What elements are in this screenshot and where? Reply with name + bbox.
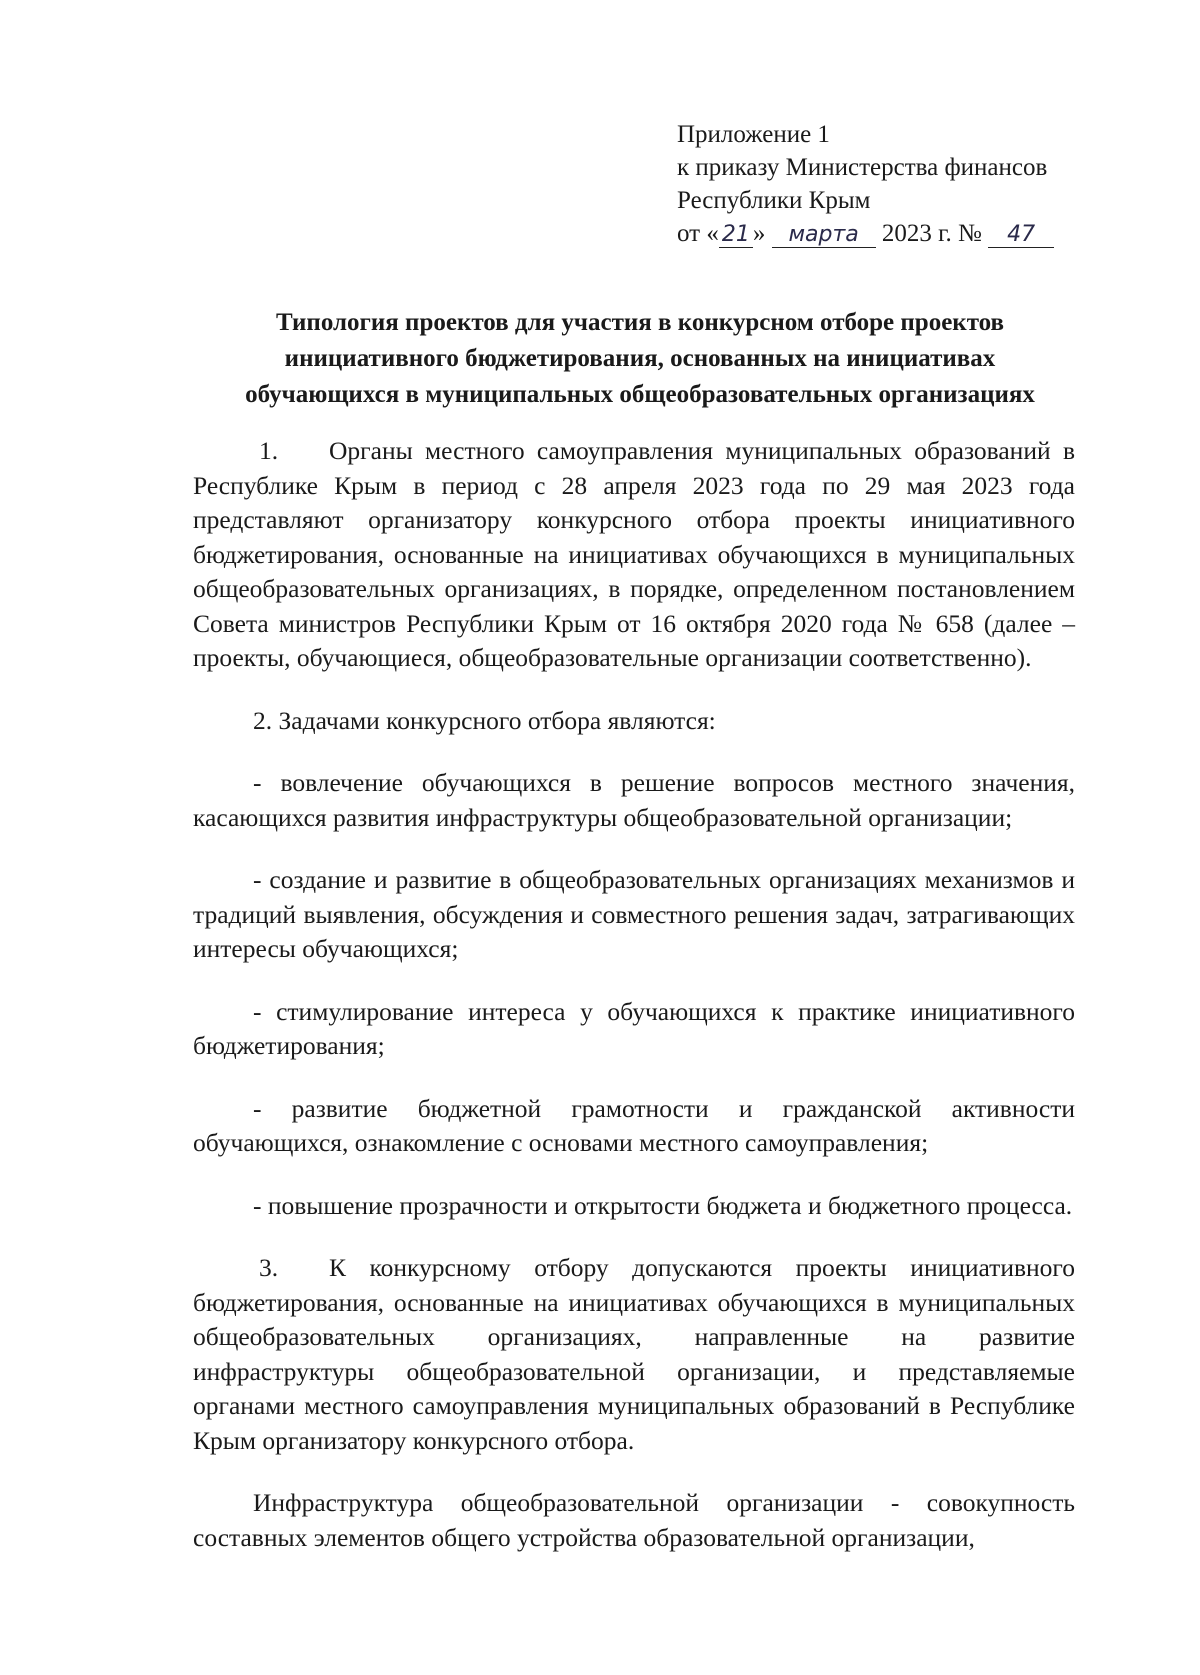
date-day-handwritten: 21 [719,223,753,248]
paragraph-3-text: К конкурсному отбору допускаются проекты инициативного бюджетирования, основанные на инициативах обучающихся в муниципальных общеобразовательных организациях, направленные на развитие инфраструктуры общеобразовательной организации, и представляемые органами местного самоуправления муниципальных образований в Республике Крым организатору конкурсного отбора. [193,1253,1075,1455]
date-mid: » [752,220,772,247]
bullet-5: - повышение прозрачности и открытости бюджета и бюджетного процесса. [253,1190,1073,1220]
paragraph-3-number: 3. [259,1253,279,1282]
paragraph-1-number: 1. [259,436,279,465]
order-number-handwritten: 47 [988,223,1054,248]
bullet-2: - создание и развитие в общеобразовательных организациях механизмов и традиций выявления, обсуждения и совместного решения задач, затрагивающих интересы обучающихся; [193,865,1075,963]
appendix-header [677,118,1054,250]
paragraph-2: 2. Задачами конкурсного отбора являются: [253,705,716,735]
title-line-3: обучающихся в муниципальных общеобразовательных организациях [245,381,1035,408]
title-line-2: инициативного бюджетирования, основанных на инициативах [284,345,996,372]
appendix-line-3: Республики Крым [677,187,871,214]
paragraph-1-text: Органы местного самоуправления муниципальных образований в Республике Крым в период с 28 апреля 2023 года по 29 мая 2023 года представляют организатору конкурсного отбора проекты инициативного бюджетирования, основанные на инициативах обучающихся в муниципальных общеобразовательных организациях, в порядке, определенном постановлением Совета министров Республики Крым от 16 октября 2020 года № 658 (далее – проекты, обучающиеся, общеобразовательные организации соответственно). [193,436,1075,672]
document-body [193,434,1075,1583]
appendix-line-1: Приложение 1 [677,121,830,148]
bullet-3: - стимулирование интереса у обучающихся к практике инициативного бюджетирования; [193,996,1075,1060]
appendix-date-line [677,217,1054,250]
title-line-1: Типология проектов для участия в конкурсном отборе проектов [275,309,1005,336]
date-prefix: от « [677,220,719,247]
appendix-line-2: к приказу Министерства финансов [677,154,1048,181]
document-title [200,305,1080,413]
date-year: 2023 г. № [875,220,982,247]
paragraph-3 [193,1251,1075,1458]
paragraph-4: Инфраструктура общеобразовательной организации - совокупность составных элементов общего устройства образовательной организации, [193,1488,1075,1552]
date-month-handwritten: марта [772,223,876,248]
bullet-4: - развитие бюджетной грамотности и гражданской активности обучающихся, ознакомление с основами местного самоуправления; [193,1093,1075,1157]
paragraph-1 [193,434,1075,676]
bullet-1: - вовлечение обучающихся в решение вопросов местного значения, касающихся развития инфраструктуры общеобразовательной организации; [193,768,1075,832]
